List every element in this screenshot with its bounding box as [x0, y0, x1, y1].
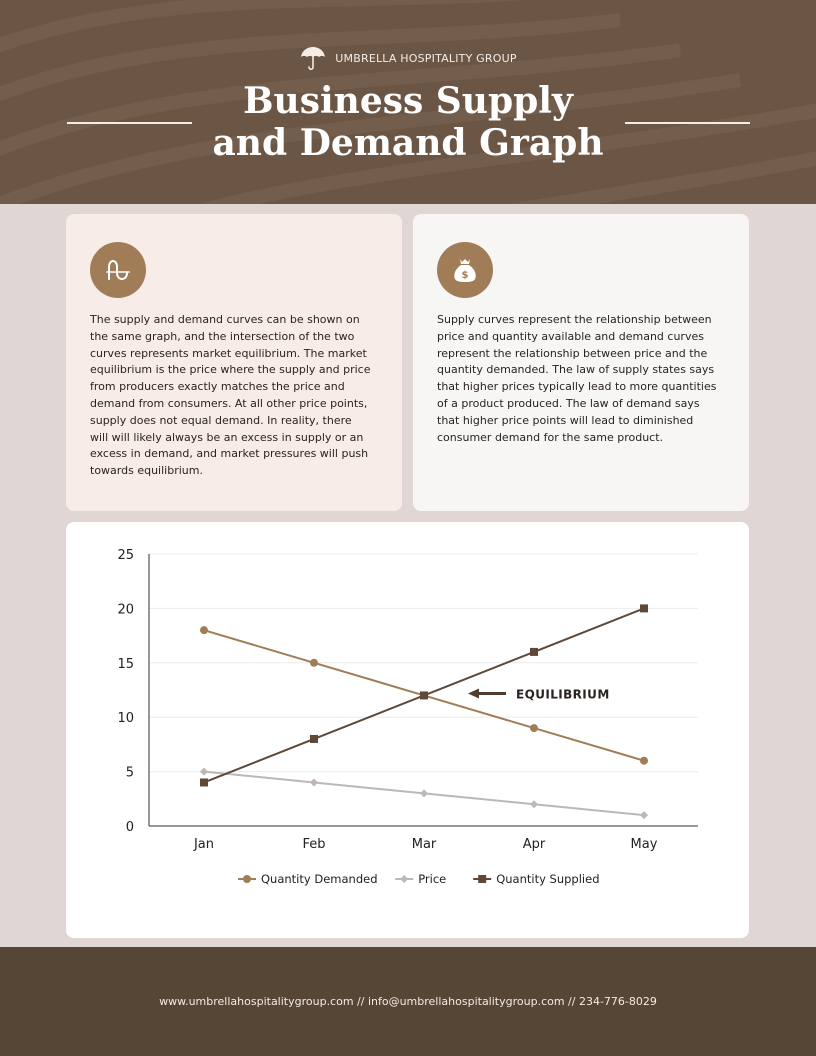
legend-marker-price: [400, 875, 408, 883]
money-bag-icon: [437, 242, 493, 298]
title-line-1: Business Supply: [243, 80, 573, 122]
y-tick-label: 25: [117, 548, 134, 563]
data-point-price: [310, 778, 318, 786]
data-point-quantity-demanded: [200, 626, 208, 634]
brand-name: UMBRELLA HOSPITALITY GROUP: [335, 51, 517, 65]
y-tick-label: 10: [117, 711, 134, 727]
legend-marker-quantity-supplied: [478, 875, 486, 883]
wave-curve-icon: [90, 242, 146, 298]
x-tick-label: Jan: [193, 837, 215, 852]
title-line-2: and Demand Graph: [212, 122, 604, 164]
contact-info: www.umbrellahospitalitygroup.com // info@umbrellahospitalitygroup.com // 234-776-8029: [159, 995, 657, 1008]
data-point-price: [420, 789, 428, 797]
y-tick-label: 15: [117, 656, 134, 672]
x-tick-label: Apr: [522, 837, 546, 852]
info-card-equilibrium: [66, 214, 402, 511]
x-tick-label: Mar: [411, 837, 437, 852]
data-point-quantity-supplied: [200, 778, 208, 786]
footer: [0, 947, 816, 1056]
legend-label-quantity-demanded: Quantity Demanded: [261, 872, 378, 886]
data-point-quantity-supplied: [530, 648, 538, 656]
info-card-laws: [413, 214, 749, 511]
legend-label-price: Price: [418, 872, 447, 886]
data-point-price: [200, 768, 208, 776]
chart-card: [66, 522, 749, 938]
x-tick-label: Feb: [302, 837, 326, 852]
data-point-quantity-supplied: [640, 604, 648, 612]
header-banner: [0, 0, 816, 204]
equilibrium-arrow-head: [468, 688, 479, 698]
equilibrium-label: EQUILIBRIUM: [516, 687, 610, 702]
y-tick-label: 5: [125, 765, 134, 781]
data-point-quantity-demanded: [640, 757, 648, 765]
legend-marker-quantity-demanded: [243, 875, 251, 883]
data-point-quantity-demanded: [530, 724, 538, 732]
legend-label-quantity-supplied: Quantity Supplied: [496, 872, 600, 886]
y-tick-label: 0: [125, 820, 134, 835]
card-text: The supply and demand curves can be shown on the same graph, and the intersection of the two curves represents market equilibrium. The market equilibrium is the price where the supply and price from producers exactly matches the price and demand from consumers. At all other price points, supply does not equal demand. In reality, there will will likely always be an excess in supply or an excess in demand, and market pressures will push towards equilibrium.: [90, 313, 371, 478]
svg-text:$: $: [461, 270, 469, 281]
card-text: Supply curves represent the relationship between price and quantity available and demand curves represent the relationship between price and the quantity demanded. The law of supply states says that higher prices typically lead to more quantities of a product produced. The law of demand says that higher price points will lead to diminished consumer demand for the same product.: [437, 313, 717, 444]
data-point-quantity-supplied: [310, 735, 318, 743]
data-point-quantity-demanded: [310, 659, 318, 667]
umbrella-icon: [299, 44, 327, 72]
x-tick-label: May: [630, 837, 658, 852]
page-title: [0, 80, 816, 164]
data-point-price: [640, 811, 648, 819]
supply-demand-chart: [66, 522, 749, 938]
y-tick-label: 20: [117, 602, 134, 618]
data-point-quantity-supplied: [420, 691, 428, 699]
brand: [0, 44, 816, 72]
data-point-price: [530, 800, 538, 808]
